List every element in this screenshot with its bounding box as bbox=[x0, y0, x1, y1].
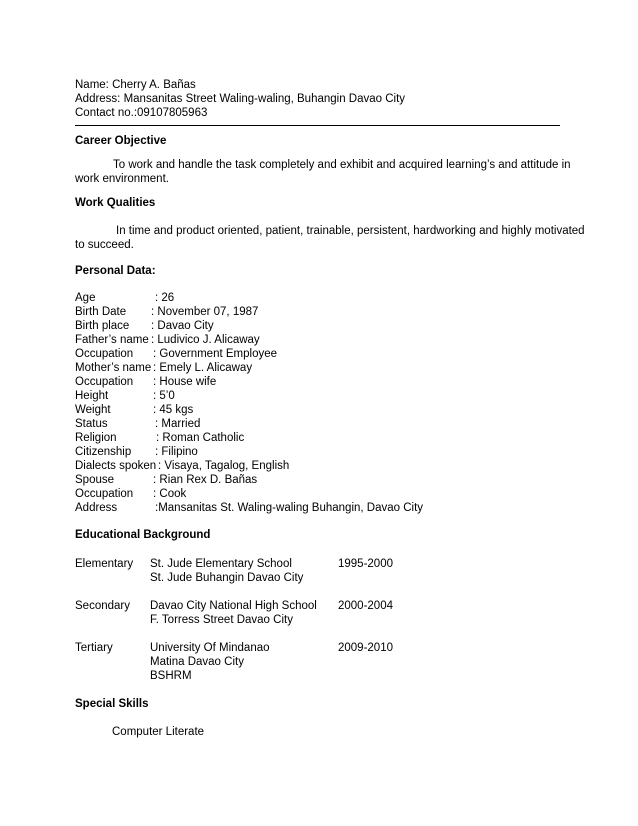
education-level: Secondary bbox=[75, 600, 130, 612]
personal-data-value: : 5’0 bbox=[153, 390, 175, 402]
education-years: 2000-2004 bbox=[338, 600, 393, 612]
personal-data-value: : Ludivico J. Alicaway bbox=[151, 334, 260, 346]
personal-data-label: Occupation bbox=[75, 488, 134, 500]
personal-data-label: Occupation bbox=[75, 376, 134, 388]
personal-data-label: Dialects spoken bbox=[75, 460, 157, 472]
personal-data-label: Religion bbox=[75, 432, 117, 444]
education-school: St. Jude Elementary School bbox=[150, 558, 292, 570]
personal-data-value: : Married bbox=[155, 418, 201, 430]
education-heading: Educational Background bbox=[75, 529, 211, 541]
education-school-address: F. Torress Street Davao City bbox=[150, 614, 293, 626]
work-qualities-line-1: In time and product oriented, patient, trainable, persistent, hardworking and highly motivated bbox=[116, 225, 585, 237]
address-line: Address: Mansanitas Street Waling-waling, Buhangin Davao City bbox=[75, 93, 406, 105]
work-qualities-heading: Work Qualities bbox=[75, 197, 156, 209]
personal-data-value: : Visaya, Tagalog, English bbox=[158, 460, 290, 472]
header-divider bbox=[75, 125, 560, 126]
personal-data-value: :Mansanitas St. Waling-waling Buhangin, Davao City bbox=[155, 502, 424, 514]
personal-data-label: Father’s name bbox=[75, 334, 149, 346]
education-school-address: Matina Davao City bbox=[150, 656, 244, 668]
education-years: 1995-2000 bbox=[338, 558, 393, 570]
special-skill-item: Computer Literate bbox=[112, 726, 205, 738]
personal-data-label: Birth Date bbox=[75, 306, 127, 318]
career-objective-line-1: To work and handle the task completely and exhibit and acquired learning’s and attitude in bbox=[113, 159, 571, 171]
career-objective-heading: Career Objective bbox=[75, 135, 167, 147]
education-course: BSHRM bbox=[150, 670, 192, 682]
special-skills-heading: Special Skills bbox=[75, 698, 149, 710]
contact-line: Contact no.:09107805963 bbox=[75, 107, 208, 119]
personal-data-value: : Emely L. Alicaway bbox=[153, 362, 253, 374]
personal-data-label: Mother’s name bbox=[75, 362, 152, 374]
personal-data-value: : 45 kgs bbox=[153, 404, 194, 416]
education-level: Tertiary bbox=[75, 642, 113, 654]
personal-data-label: Birth place bbox=[75, 320, 130, 332]
personal-data-value: : Government Employee bbox=[153, 348, 278, 360]
personal-data-label: Status bbox=[75, 418, 108, 430]
education-school: Davao City National High School bbox=[150, 600, 317, 612]
personal-data-value: : November 07, 1987 bbox=[151, 306, 259, 318]
personal-data-value: : Cook bbox=[153, 488, 187, 500]
education-school-address: St. Jude Buhangin Davao City bbox=[150, 572, 304, 584]
personal-data-label: Spouse bbox=[75, 474, 115, 486]
education-school: University Of Mindanao bbox=[150, 642, 270, 654]
personal-data-label: Weight bbox=[75, 404, 111, 416]
personal-data-value: : 26 bbox=[155, 292, 175, 304]
personal-data-label: Citizenship bbox=[75, 446, 132, 458]
personal-data-label: Occupation bbox=[75, 348, 134, 360]
personal-data-label: Age bbox=[75, 292, 96, 304]
personal-data-label: Address bbox=[75, 502, 118, 514]
career-objective-line-2: work environment. bbox=[75, 173, 169, 185]
personal-data-value: : Rian Rex D. Bañas bbox=[153, 474, 258, 486]
education-level: Elementary bbox=[75, 558, 134, 570]
personal-data-value: : House wife bbox=[153, 376, 217, 388]
personal-data-value: : Filipino bbox=[155, 446, 198, 458]
personal-data-heading: Personal Data: bbox=[75, 265, 156, 277]
education-years: 2009-2010 bbox=[338, 642, 393, 654]
personal-data-value: : Davao City bbox=[151, 320, 214, 332]
personal-data-label: Height bbox=[75, 390, 109, 402]
work-qualities-line-2: to succeed. bbox=[75, 239, 134, 251]
name-line: Name: Cherry A. Bañas bbox=[75, 79, 196, 91]
personal-data-value: : Roman Catholic bbox=[156, 432, 245, 444]
